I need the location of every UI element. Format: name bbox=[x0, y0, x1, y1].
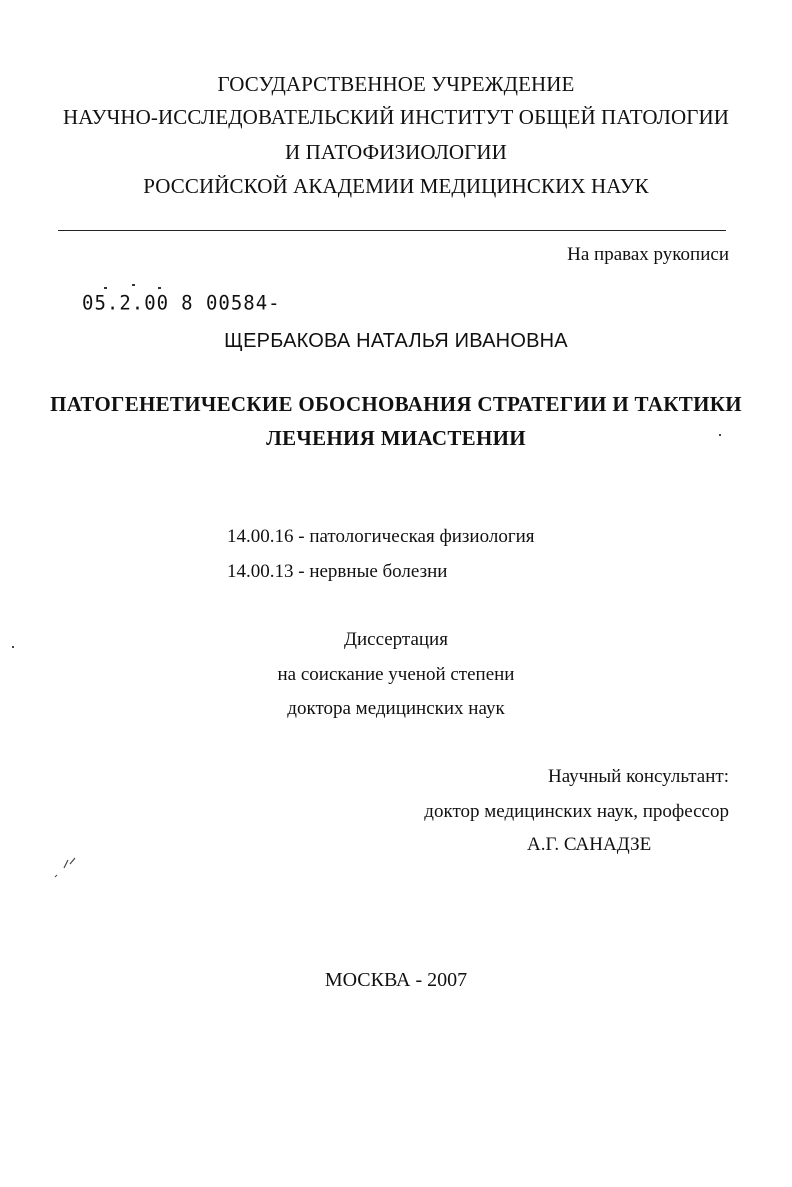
stamp-mark bbox=[132, 284, 135, 286]
specialty-1: 14.00.16 - патологическая физиология bbox=[227, 526, 535, 547]
title-line-1: ПАТОГЕНЕТИЧЕСКИЕ ОБОСНОВАНИЯ СТРАТЕГИИ И ТАКТИКИ bbox=[50, 392, 742, 416]
registration-stamp bbox=[82, 291, 281, 314]
institution-line-4: РОССИЙСКОЙ АКАДЕМИИ МЕДИЦИНСКИХ НАУК bbox=[143, 174, 649, 198]
stamp-mark bbox=[158, 287, 161, 289]
dissertation-label: Диссертация bbox=[344, 629, 448, 650]
institution-line-3: И ПАТОФИЗИОЛОГИИ bbox=[285, 140, 507, 164]
scan-speck bbox=[719, 434, 721, 436]
manuscript-note: На правах рукописи bbox=[567, 244, 729, 265]
scan-mark bbox=[52, 856, 78, 880]
dissertation-degree-name: доктора медицинских наук bbox=[287, 698, 505, 719]
city-year: МОСКВА - 2007 bbox=[324, 969, 468, 991]
scan-speck bbox=[12, 646, 14, 648]
institution-line-2: НАУЧНО-ИССЛЕДОВАТЕЛЬСКИЙ ИНСТИТУТ ОБЩЕЙ ПАТОЛОГИИ bbox=[63, 105, 729, 129]
title-line-2: ЛЕЧЕНИЯ МИАСТЕНИИ bbox=[266, 426, 526, 450]
stamp-date: 05.2.00 bbox=[82, 291, 170, 315]
specialty-2: 14.00.13 - нервные болезни bbox=[227, 561, 448, 582]
stamp-number: 8 00584- bbox=[181, 291, 281, 315]
header-divider bbox=[58, 230, 726, 231]
consultant-name: А.Г. САНАДЗЕ bbox=[527, 834, 652, 855]
stamp-mark bbox=[104, 287, 107, 289]
dissertation-degree-line: на соискание ученой степени bbox=[277, 664, 515, 685]
consultant-degree: доктор медицинских наук, профессор bbox=[424, 801, 729, 822]
institution-line-1: ГОСУДАРСТВЕННОЕ УЧРЕЖДЕНИЕ bbox=[217, 72, 575, 96]
consultant-label: Научный консультант: bbox=[547, 766, 729, 787]
author-name: ЩЕРБАКОВА НАТАЛЬЯ ИВАНОВНА bbox=[224, 330, 568, 352]
